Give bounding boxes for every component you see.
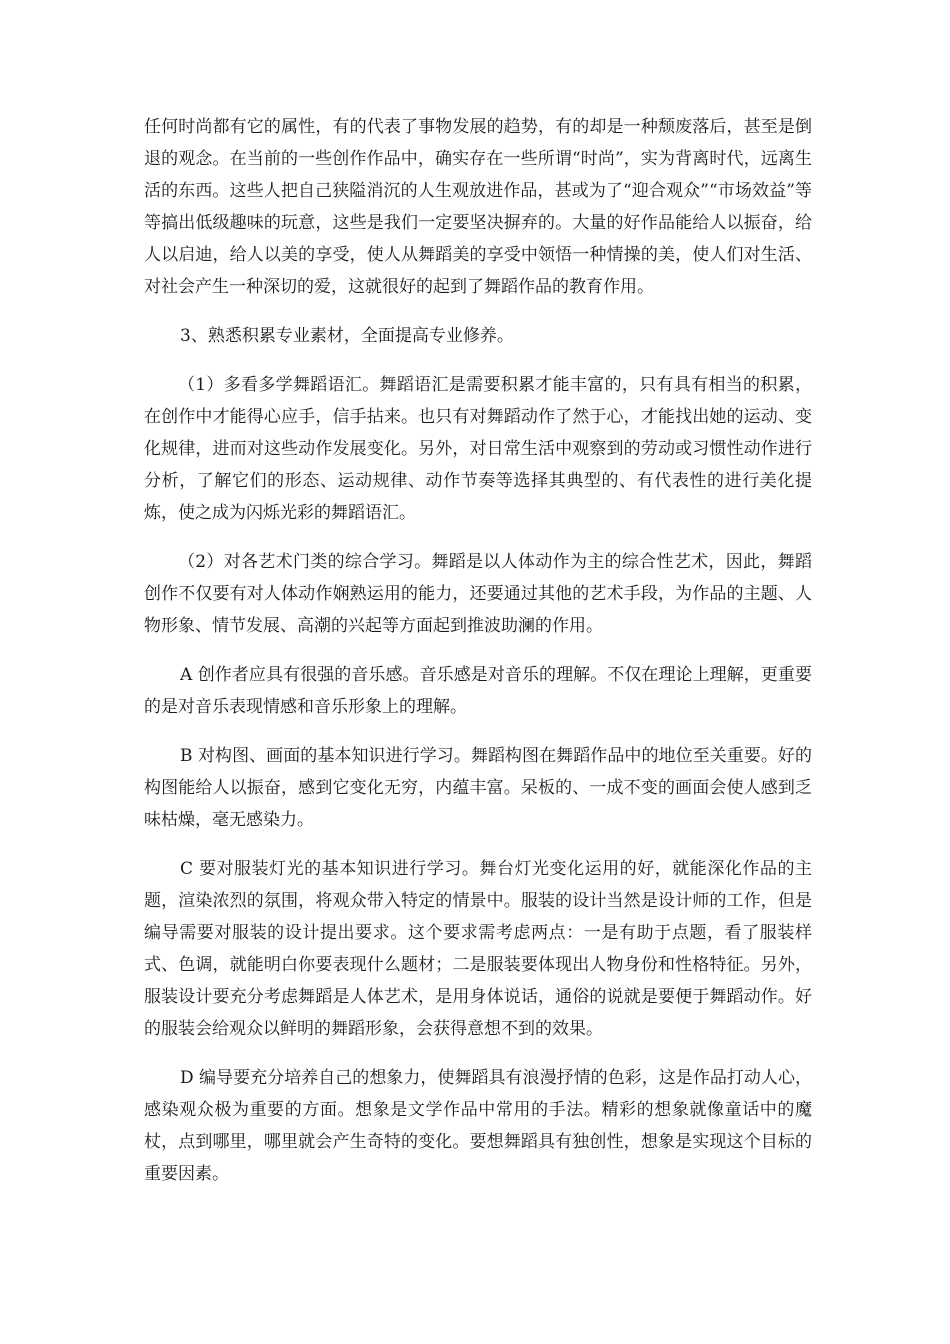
paragraph-art-study: （2）对各艺术门类的综合学习。舞蹈是以人体动作为主的综合性艺术，因此，舞蹈创作不仅要有对人体动作娴熟运用的能力，还要通过其他的艺术手段，为作品的主题、人物形象、情节发展、高潮的兴起等方面起到推波助澜的作用。: [144, 552, 812, 636]
paragraph-item-b: B 对构图、画面的基本知识进行学习。舞蹈构图在舞蹈作品中的地位至关重要。好的构图能给人以振奋，感到它变化无穷，内蕴丰富。呆板的、一成不变的画面会使人感到乏味枯燥，毫无感染力。: [144, 746, 812, 830]
paragraph-item-d: D 编导要充分培养自己的想象力，使舞蹈具有浪漫抒情的色彩，这是作品打动人心，感染观众极为重要的方面。想象是文学作品中常用的手法。精彩的想象就像童话中的魔杖，点到哪里，哪里就会产生奇特的变化。要想舞蹈具有独创性，想象是实现这个目标的重要因素。: [144, 1068, 812, 1184]
paragraph-item-c: C 要对服装灯光的基本知识进行学习。舞台灯光变化运用的好，就能深化作品的主题，渲染浓烈的氛围，将观众带入特定的情景中。服装的设计当然是设计师的工作，但是编导需要对服装的设计提出要求。这个要求需考虑两点：一是有助于点题，看了服装样式、色调，就能明白你要表现什么题材；二是服装要体现出人物身份和性格特征。另外，服装设计要充分考虑舞蹈是人体艺术，是用身体说话，通俗的说就是要便于舞蹈动作。好的服装会给观众以鲜明的舞蹈形象，会获得意想不到的效果。: [144, 859, 812, 1039]
section-heading-3: 3、熟悉积累专业素材，全面提高专业修养。: [180, 326, 514, 346]
paragraph-fashion: 任何时尚都有它的属性，有的代表了事物发展的趋势，有的却是一种颓废落后，甚至是倒退的观念。在当前的一些创作作品中，确实存在一些所谓“时尚”，实为背离时代，远离生活的东西。这些人把自己狭隘消沉的人生观放进作品，甚或为了“迎合观众”“市场效益”等等搞出低级趣味的玩意，这些是我们一定要坚决摒弃的。大量的好作品能给人以振奋，给人以启迪，给人以美的享受，使人从舞蹈美的享受中领悟一种情操的美，使人们对生活、对社会产生一种深切的爱，这就很好的起到了舞蹈作品的教育作用。: [144, 117, 812, 297]
paragraph-item-a: A 创作者应具有很强的音乐感。音乐感是对音乐的理解。不仅在理论上理解，更重要的是对音乐表现情感和音乐形象上的理解。: [144, 665, 812, 717]
document-body: [144, 111, 812, 1207]
paragraph-dance-vocabulary: （1）多看多学舞蹈语汇。舞蹈语汇是需要积累才能丰富的，只有具有相当的积累，在创作中才能得心应手，信手拈来。也只有对舞蹈动作了然于心，才能找出她的运动、变化规律，进而对这些动作发展变化。另外，对日常生活中观察到的劳动或习惯性动作进行分析，了解它们的形态、运动规律、动作节奏等选择其典型的、有代表性的进行美化提炼，使之成为闪烁光彩的舞蹈语汇。: [144, 375, 812, 523]
